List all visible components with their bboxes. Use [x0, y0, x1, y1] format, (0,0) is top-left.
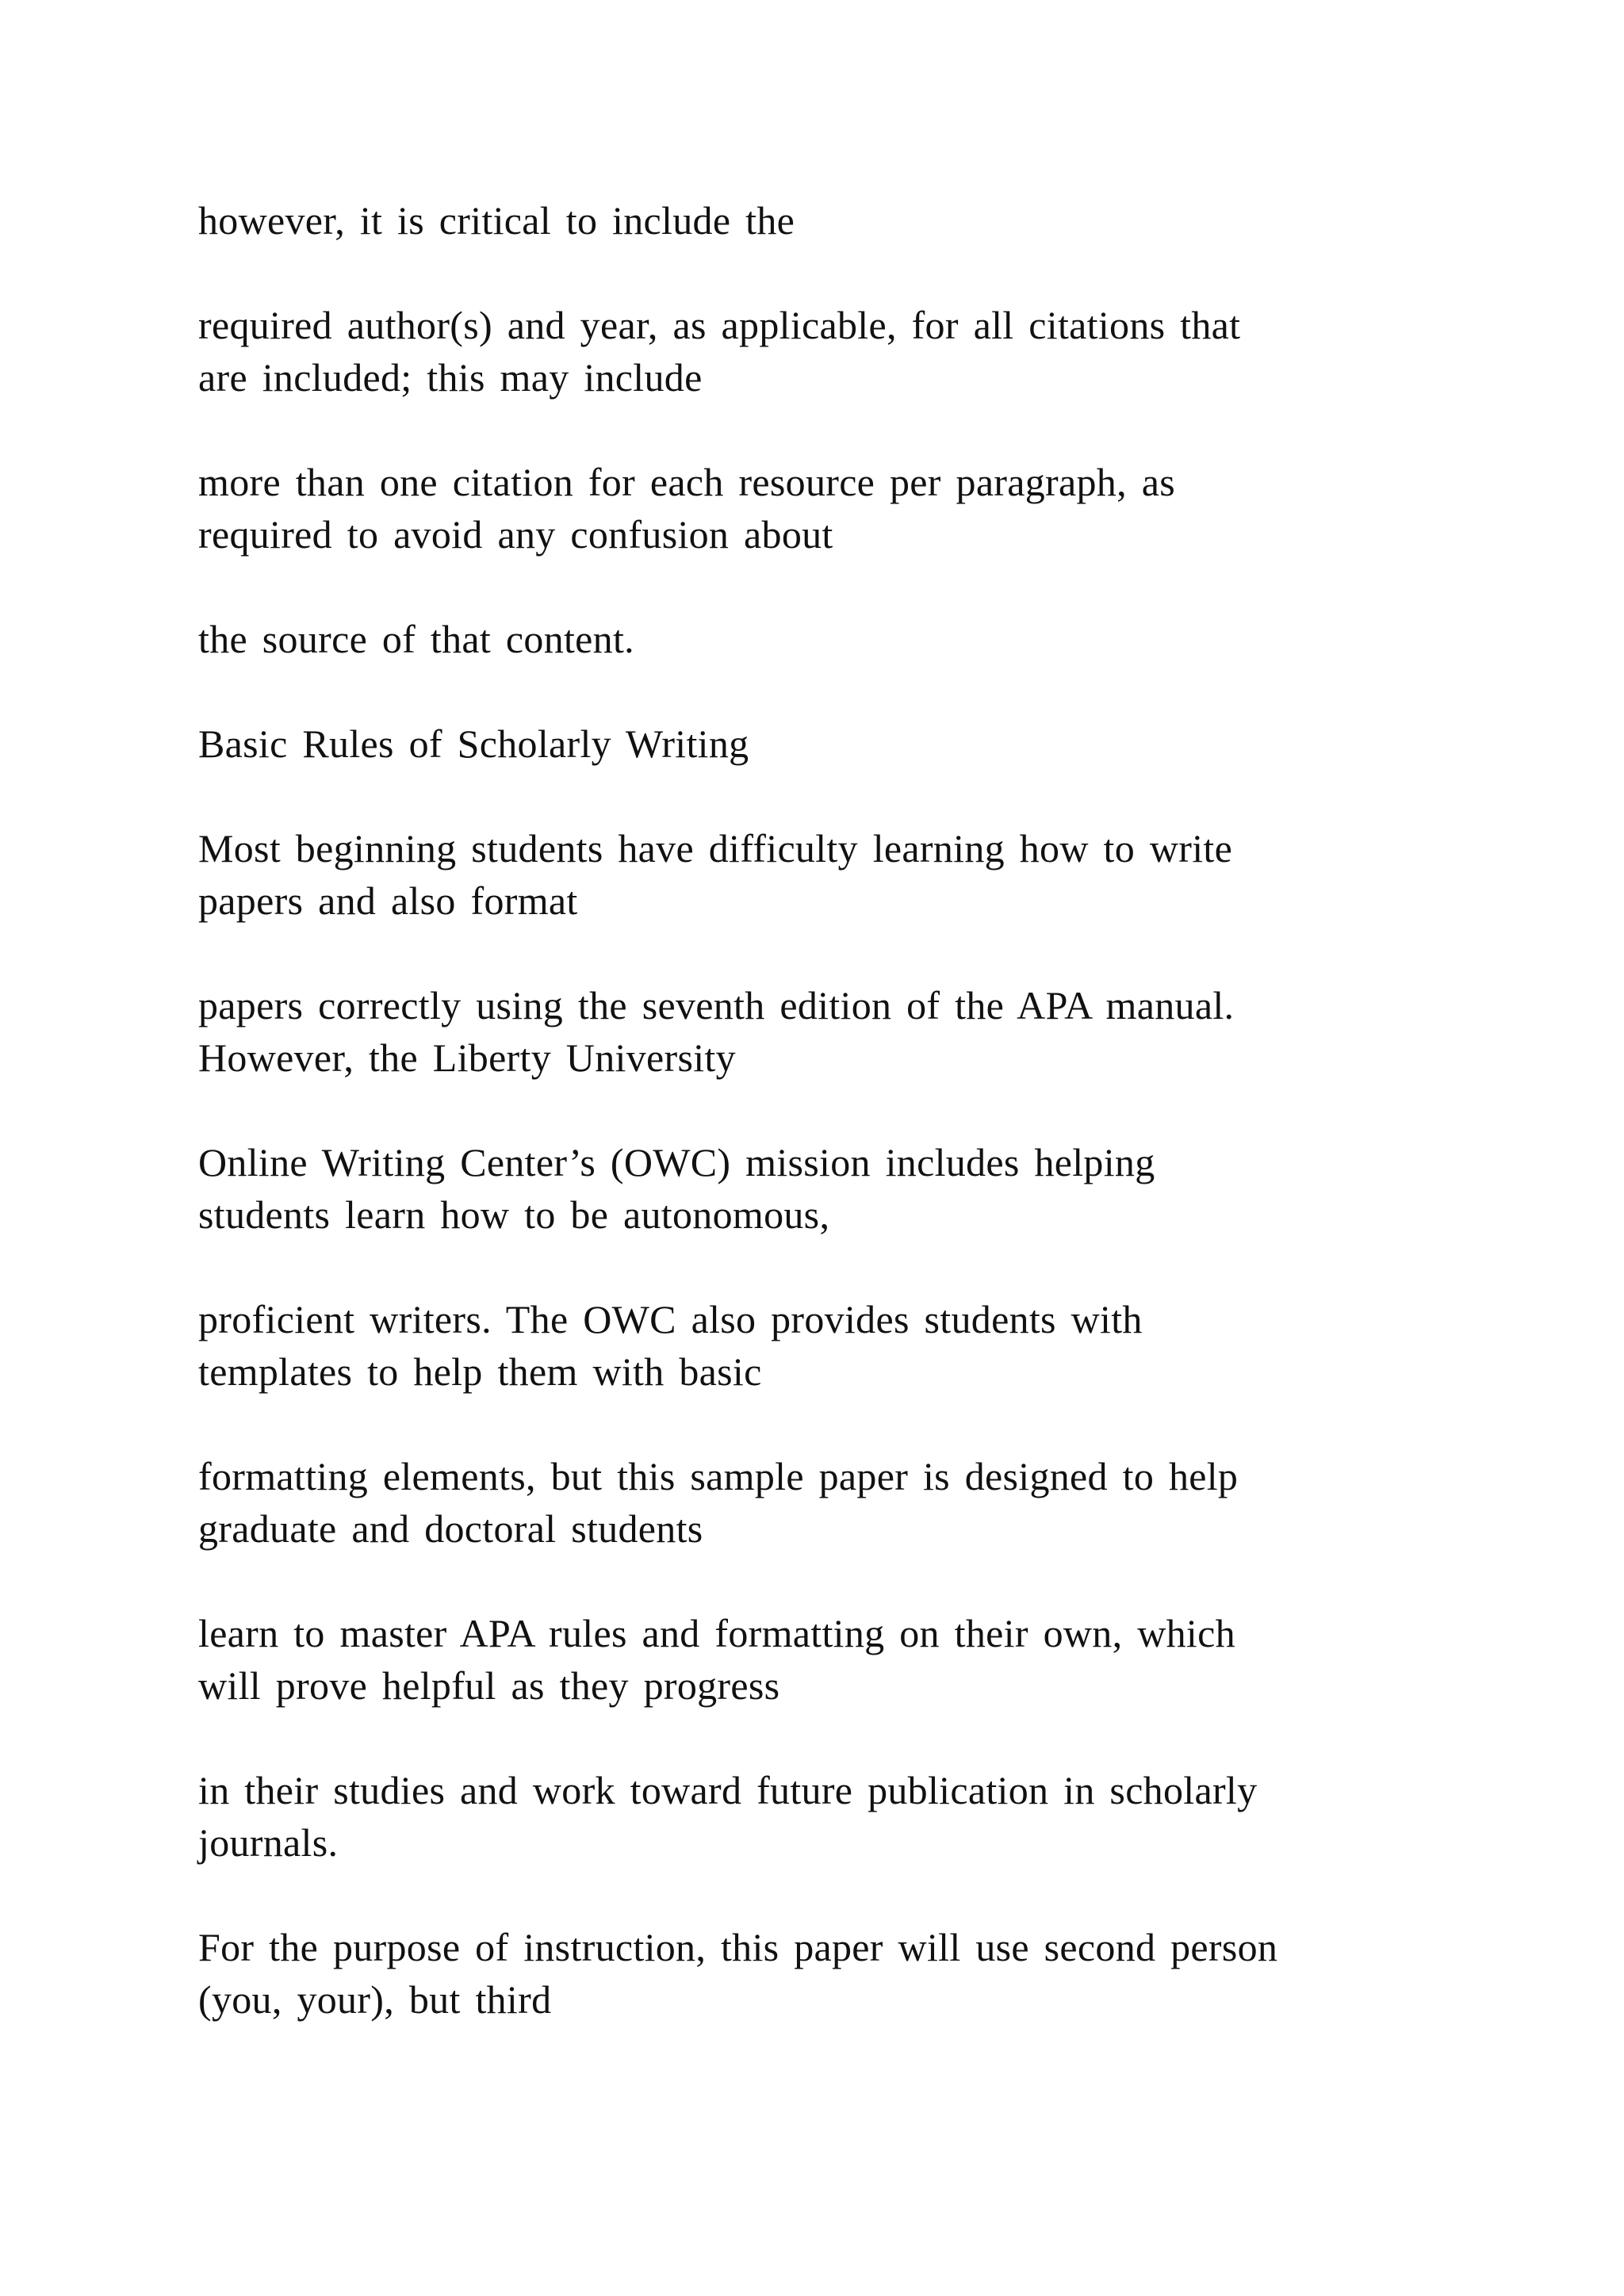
- paragraph-11: in their studies and work toward future publication in scholarly journals.: [198, 1768, 1258, 1865]
- paragraph-1: however, it is critical to include the: [198, 198, 795, 243]
- paragraph-12: For the purpose of instruction, this paper will use second person (you, your), but third: [198, 1925, 1278, 2022]
- paragraph-8: proficient writers. The OWC also provides students with templates to help them with basic: [198, 1297, 1143, 1394]
- paragraph-5: Most beginning students have difficulty learning how to write papers and also format: [198, 826, 1233, 923]
- document-body: [198, 194, 1499, 2026]
- paragraph-4: the source of that content.: [198, 617, 634, 661]
- paragraph-10: learn to master APA rules and formatting on their own, which will prove helpful as they progress: [198, 1611, 1235, 1708]
- paragraph-9: formatting elements, but this sample paper is designed to help graduate and doctoral students: [198, 1454, 1239, 1551]
- paragraph-6: papers correctly using the seventh edition of the APA manual. However, the Liberty University: [198, 983, 1235, 1080]
- section-heading: Basic Rules of Scholarly Writing: [198, 721, 749, 766]
- paragraph-7: Online Writing Center’s (OWC) mission includes helping students learn how to be autonomous,: [198, 1140, 1155, 1237]
- paragraph-3: more than one citation for each resource per paragraph, as required to avoid any confusion about: [198, 460, 1175, 557]
- paragraph-2: required author(s) and year, as applicable, for all citations that are included; this may include: [198, 303, 1241, 400]
